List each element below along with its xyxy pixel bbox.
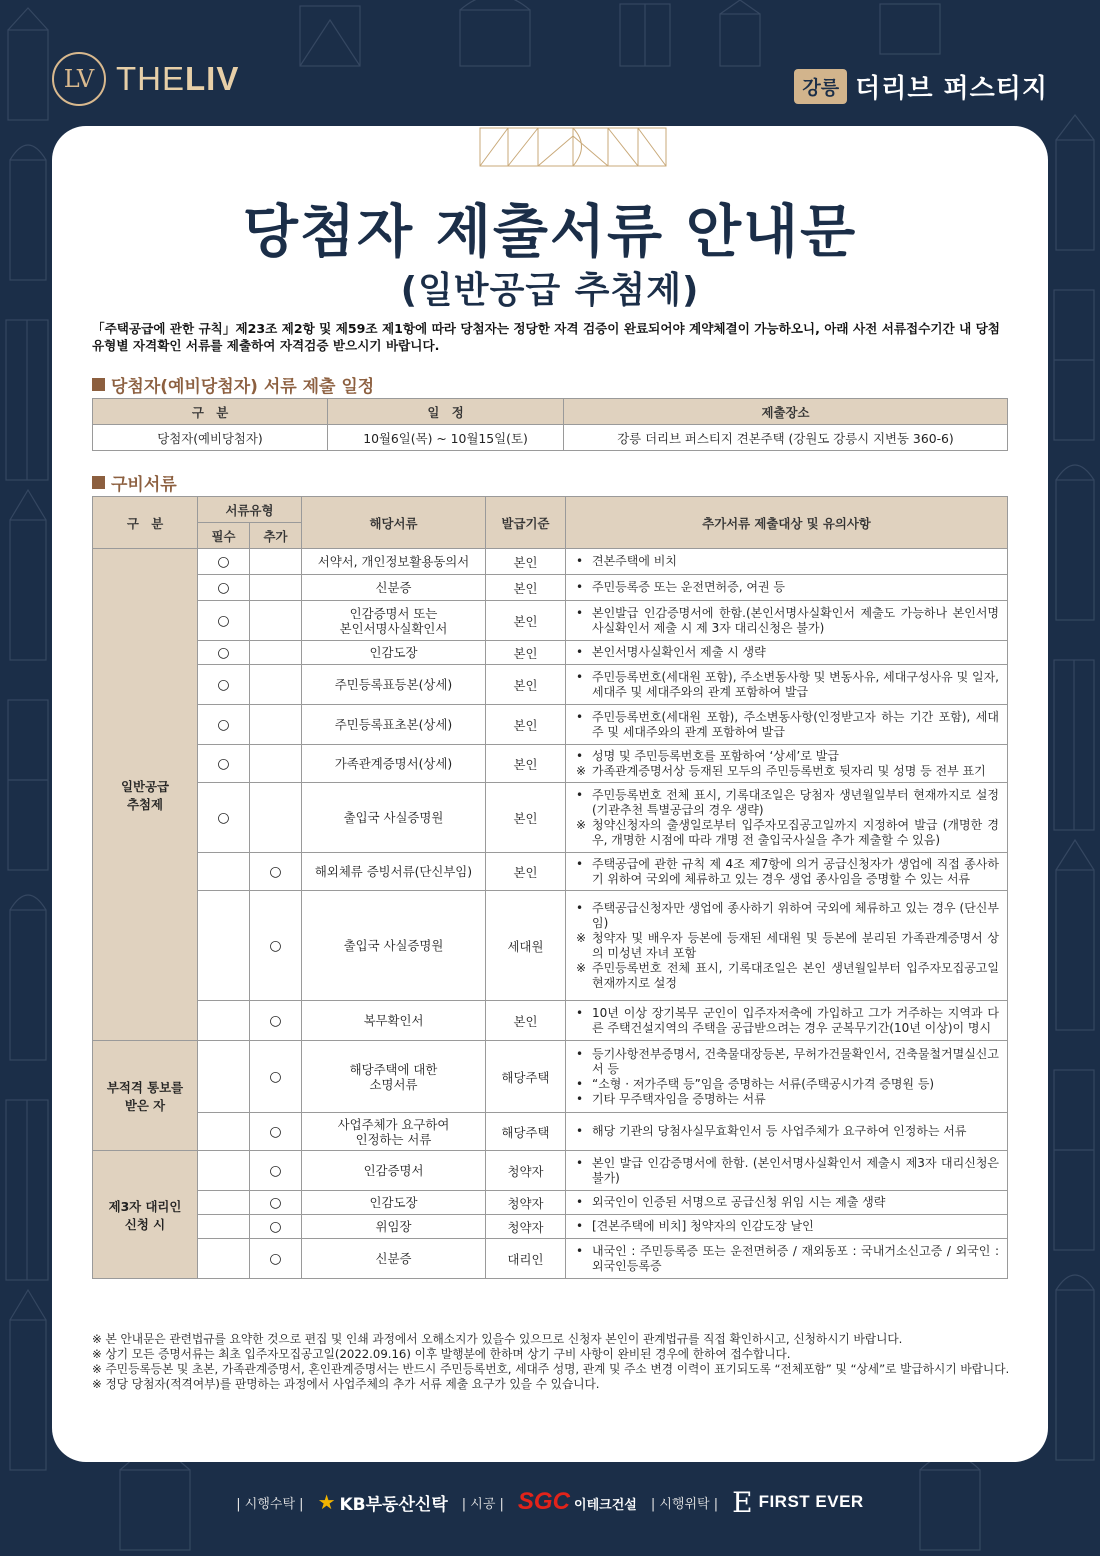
schedule-cell-date: 10월6일(목) ~ 10월15일(토) xyxy=(328,425,564,451)
table-row xyxy=(93,575,1008,601)
note-marker: ※ xyxy=(576,960,587,975)
note-text: 성명 및 주민등록번호를 포함하여 ‘상세’로 발급 xyxy=(592,748,839,763)
basis-cell: 청약자 xyxy=(486,1215,566,1239)
note-marker: • xyxy=(576,1076,584,1091)
docs-header-type: 서류유형 xyxy=(198,497,302,523)
note-text: 청약자 및 배우자 등본에 등재된 세대원 및 등본에 분리된 가족관계증명서 상의 미성년 자녀 포함 xyxy=(592,930,999,960)
note-marker: • xyxy=(576,554,584,568)
additional-mark xyxy=(250,549,302,575)
notes-cell xyxy=(566,705,1008,745)
note-text: 10년 이상 장기복무 군인이 입주자저축에 가입하고 그가 거주하는 지역과 다른 주택건설지역의 주택을 공급받으려는 경우 군복무기간(10년 이상)이 명시 xyxy=(592,1005,999,1035)
required-mark xyxy=(198,1215,250,1239)
schedule-header-date: 일 정 xyxy=(328,399,564,425)
schedule-row xyxy=(93,425,1008,451)
note-item xyxy=(576,580,999,595)
note-marker: • xyxy=(576,709,584,724)
note-item xyxy=(576,1006,999,1036)
document-cell: 가족관계증명서(상세) xyxy=(302,745,486,783)
table-row xyxy=(93,1113,1008,1151)
table-row xyxy=(93,665,1008,705)
note-marker: • xyxy=(576,1219,584,1233)
table-row xyxy=(93,1239,1008,1279)
category-cell: 일반공급 추첨제 xyxy=(93,549,198,1041)
note-item xyxy=(576,710,999,740)
additional-mark: ○ xyxy=(250,1215,302,1239)
additional-mark xyxy=(250,575,302,601)
note-text: 기타 무주택자임을 증명하는 서류 xyxy=(592,1091,766,1106)
docs-header-document: 해당서류 xyxy=(302,497,486,549)
note-marker: • xyxy=(576,669,584,684)
basis-cell: 본인 xyxy=(486,575,566,601)
footnote: ※ 주민등록등본 및 초본, 가족관계증명서, 혼인관계증명서는 반드시 주민등록번호, 세대주 성명, 관계 및 주소 변경 이력이 표기되도록 “전체포함” 및 “상세”로 발급하시기 바랍니다. xyxy=(92,1362,1010,1376)
additional-mark: ○ xyxy=(250,1041,302,1113)
first-ever-logo: E FIRST EVER xyxy=(732,1485,864,1519)
basis-cell: 본인 xyxy=(486,665,566,705)
note-item xyxy=(576,1124,999,1139)
note-item xyxy=(576,1219,999,1234)
note-item xyxy=(576,1156,999,1186)
document-cell: 복무확인서 xyxy=(302,1001,486,1041)
builder-label: | 시공 | xyxy=(461,1496,504,1512)
schedule-header-category: 구 분 xyxy=(93,399,328,425)
note-marker: • xyxy=(576,1155,584,1170)
required-mark: ○ xyxy=(198,705,250,745)
notes-cell xyxy=(566,1113,1008,1151)
required-mark xyxy=(198,1191,250,1215)
notes-cell xyxy=(566,1151,1008,1191)
table-row xyxy=(93,853,1008,891)
logo-mark-icon: LV xyxy=(52,52,106,106)
required-mark: ○ xyxy=(198,783,250,853)
note-item xyxy=(576,764,999,779)
page-subtitle: (일반공급 추첨제) xyxy=(400,270,700,311)
basis-cell: 대리인 xyxy=(486,1239,566,1279)
additional-mark xyxy=(250,665,302,705)
document-cell: 해외체류 증빙서류(단신부임) xyxy=(302,853,486,891)
basis-cell: 청약자 xyxy=(486,1151,566,1191)
schedule-header-place: 제출장소 xyxy=(564,399,1008,425)
document-cell: 해당주택에 대한 소명서류 xyxy=(302,1041,486,1113)
docs-section-title: 구비서류 xyxy=(92,470,177,495)
table-row xyxy=(93,549,1008,575)
note-text: “소형 · 저가주택 등”임을 증명하는 서류(주택공시가격 증명원 등) xyxy=(592,1076,935,1091)
document-cell: 인감도장 xyxy=(302,641,486,665)
footnote: ※ 본 안내문은 관련법규를 요약한 것으로 편집 및 인쇄 과정에서 오해소지가 있을수 있으므로 신청자 본인이 관계법규를 직접 확인하시고, 신청하시기 바랍니다. xyxy=(92,1332,903,1346)
schedule-section-title: 당첨자(예비당첨자) 서류 제출 일정 xyxy=(92,372,374,397)
note-text: 주민등록번호(세대원 포함), 주소변동사항(인정받고자 하는 기간 포함), 세대주 및 세대주와의 관계 포함하여 발급 xyxy=(592,709,999,739)
sgc-logo: SGC 이테크건설 xyxy=(517,1488,637,1515)
footnote: ※ 상기 모든 증명서류는 최초 입주자모집공고일(2022.09.16) 이후 발행분에 한하며 상기 구비 사항이 완비된 경우에 한하여 접수합니다. xyxy=(92,1347,791,1361)
note-text: 주택공급신청자만 생업에 종사하기 위하여 국외에 체류하고 있는 경우 (단신부임) xyxy=(592,900,999,930)
developer-label: | 시행위탁 | xyxy=(650,1496,719,1512)
note-marker: • xyxy=(576,1091,584,1106)
note-item xyxy=(576,1047,999,1077)
note-text: [견본주택에 비치] 청약자의 인감도장 날인 xyxy=(592,1219,814,1233)
basis-cell: 본인 xyxy=(486,601,566,641)
note-marker: • xyxy=(576,748,584,763)
note-marker: • xyxy=(576,580,584,594)
notes-cell xyxy=(566,641,1008,665)
note-marker: • xyxy=(576,787,584,802)
note-text: 주민등록번호 전체 표시, 기록대조일은 당첨자 생년월일부터 현재까지로 설정(기관추천 특별공급의 경우 생략) xyxy=(592,787,999,817)
notes-cell xyxy=(566,1239,1008,1279)
note-text: 주민등록증 또는 운전면허증, 여권 등 xyxy=(592,580,785,594)
footnotes xyxy=(92,1332,1022,1392)
additional-mark xyxy=(250,641,302,665)
required-mark: ○ xyxy=(198,575,250,601)
note-item xyxy=(576,931,999,961)
required-mark xyxy=(198,853,250,891)
note-item xyxy=(576,857,999,887)
note-item xyxy=(576,749,999,764)
notes-cell xyxy=(566,853,1008,891)
note-text: 해당 기관의 당첨사실무효확인서 등 사업주체가 요구하여 인정하는 서류 xyxy=(592,1124,967,1138)
note-marker: • xyxy=(576,1005,584,1020)
notes-cell xyxy=(566,1041,1008,1113)
decorative-building-icon xyxy=(478,126,668,168)
note-marker: • xyxy=(576,605,584,620)
note-text: 외국인이 인증된 서명으로 공급신청 위임 시는 제출 생략 xyxy=(592,1195,886,1209)
note-item xyxy=(576,901,999,931)
basis-cell: 세대원 xyxy=(486,891,566,1001)
region-badge: 강릉 xyxy=(794,69,847,104)
required-mark: ○ xyxy=(198,601,250,641)
category-cell: 제3자 대리인 신청 시 xyxy=(93,1151,198,1279)
docs-header-required: 필수 xyxy=(198,523,250,549)
table-row xyxy=(93,891,1008,1001)
site-name: 더리브 퍼스티지 xyxy=(855,74,1048,104)
document-cell: 인감도장 xyxy=(302,1191,486,1215)
basis-cell: 청약자 xyxy=(486,1191,566,1215)
notes-cell xyxy=(566,575,1008,601)
category-cell: 부적격 통보를 받은 자 xyxy=(93,1041,198,1151)
document-cell: 사업주체가 요구하여 인정하는 서류 xyxy=(302,1113,486,1151)
note-item xyxy=(576,788,999,818)
additional-mark xyxy=(250,705,302,745)
notes-cell xyxy=(566,1191,1008,1215)
note-item xyxy=(576,670,999,700)
notes-cell xyxy=(566,601,1008,641)
required-mark xyxy=(198,1239,250,1279)
notes-cell xyxy=(566,1215,1008,1239)
note-item xyxy=(576,554,999,569)
additional-mark xyxy=(250,783,302,853)
table-row xyxy=(93,1191,1008,1215)
document-cell: 주민등록표등본(상세) xyxy=(302,665,486,705)
schedule-cell-place: 강릉 더리브 퍼스티지 견본주택 (강원도 강릉시 지변동 360-6) xyxy=(564,425,1008,451)
docs-header-additional: 추가 xyxy=(250,523,302,549)
intro-text: 「주택공급에 관한 규칙」제23조 제2항 및 제59조 제1항에 따라 당첨자는 정당한 자격 검증이 완료되어야 계약체결이 가능하오니, 아래 사전 서류접수기간 내 당첨유형별 자격확인 서류를 제출하여 자격검증 받으시기 바랍니다. xyxy=(92,321,1000,353)
square-bullet-icon xyxy=(92,476,105,489)
notes-cell xyxy=(566,665,1008,705)
basis-cell: 본인 xyxy=(486,705,566,745)
schedule-cell-category: 당첨자(예비당첨자) xyxy=(93,425,328,451)
additional-mark xyxy=(250,601,302,641)
basis-cell: 본인 xyxy=(486,745,566,783)
note-marker: • xyxy=(576,1195,584,1209)
document-cell: 출입국 사실증명원 xyxy=(302,891,486,1001)
document-cell: 신분증 xyxy=(302,1239,486,1279)
note-marker: ※ xyxy=(576,817,587,832)
note-marker: • xyxy=(576,900,584,915)
note-marker: ※ xyxy=(576,763,587,778)
document-cell: 서약서, 개인정보활용동의서 xyxy=(302,549,486,575)
table-row xyxy=(93,641,1008,665)
documents-table xyxy=(92,496,1008,1279)
required-mark xyxy=(198,1151,250,1191)
note-text: 청약신청자의 출생일로부터 입주자모집공고일까지 지정하여 발급 (개명한 경우, 개명한 시점에 따라 개명 전 출입국사실을 추가 제출할 수 있음) xyxy=(592,817,999,847)
notes-cell xyxy=(566,549,1008,575)
document-cell: 인감증명서 xyxy=(302,1151,486,1191)
notes-cell xyxy=(566,1001,1008,1041)
basis-cell: 본인 xyxy=(486,641,566,665)
note-item xyxy=(576,818,999,848)
additional-mark: ○ xyxy=(250,1151,302,1191)
first-ever-mark-icon: E xyxy=(732,1485,753,1519)
docs-header-basis: 발급기준 xyxy=(486,497,566,549)
table-row xyxy=(93,745,1008,783)
docs-header-category: 구 분 xyxy=(93,497,198,549)
kb-logo: ★ KB부동산신탁 xyxy=(317,1490,448,1515)
note-text: 본인발급 인감증명서에 한함.(본인서명사실확인서 제출도 가능하나 본인서명사실확인서 제출 시 제 3자 대리신청은 불가) xyxy=(592,605,999,635)
table-row xyxy=(93,783,1008,853)
required-mark: ○ xyxy=(198,641,250,665)
note-text: 내국인 : 주민등록증 또는 운전면허증 / 재외동포 : 국내거소신고증 / 외국인 : 외국인등록증 xyxy=(592,1243,999,1273)
trust-label: | 시행수탁 | xyxy=(236,1496,304,1512)
table-row xyxy=(93,1215,1008,1239)
note-item xyxy=(576,1077,999,1092)
table-row xyxy=(93,601,1008,641)
site-header xyxy=(794,68,1048,105)
additional-mark: ○ xyxy=(250,1191,302,1215)
table-row xyxy=(93,1151,1008,1191)
required-mark xyxy=(198,891,250,1001)
document-cell: 출입국 사실증명원 xyxy=(302,783,486,853)
footnote: ※ 정당 당첨자(적격여부)를 판명하는 과정에서 사업주체의 추가 서류 제출 요구가 있을 수 있습니다. xyxy=(92,1377,600,1391)
additional-mark: ○ xyxy=(250,1001,302,1041)
logo-text: THELIV xyxy=(116,60,240,97)
document-cell: 신분증 xyxy=(302,575,486,601)
additional-mark: ○ xyxy=(250,1113,302,1151)
required-mark xyxy=(198,1001,250,1041)
basis-cell: 본인 xyxy=(486,1001,566,1041)
note-marker: • xyxy=(576,856,584,871)
document-cell: 인감증명서 또는 본인서명사실확인서 xyxy=(302,601,486,641)
note-text: 가족관계증명서상 등재된 모두의 주민등록번호 뒷자리 및 성명 등 전부 표기 xyxy=(592,763,986,778)
basis-cell: 해당주택 xyxy=(486,1113,566,1151)
notes-cell xyxy=(566,745,1008,783)
note-text: 주택공급에 관한 규칙 제 4조 제7항에 의거 공급신청자가 생업에 직접 종사하기 위하여 국외에 체류하고 있는 경우 생업 종사임을 증명할 수 있는 서류 xyxy=(592,856,999,886)
document-cell: 위임장 xyxy=(302,1215,486,1239)
required-mark: ○ xyxy=(198,549,250,575)
note-text: 주민등록번호(세대원 포함), 주소변동사항 및 변동사유, 세대구성사유 및 일자, 세대주 및 세대주와의 관계 포함하여 발급 xyxy=(592,669,999,699)
notes-cell xyxy=(566,891,1008,1001)
note-marker: • xyxy=(576,645,584,659)
note-item xyxy=(576,645,999,660)
square-bullet-icon xyxy=(92,378,105,391)
footer xyxy=(0,1486,1100,1518)
additional-mark: ○ xyxy=(250,1239,302,1279)
required-mark: ○ xyxy=(198,745,250,783)
note-marker: • xyxy=(576,1243,584,1258)
kb-star-icon: ★ xyxy=(317,1490,336,1514)
basis-cell: 본인 xyxy=(486,549,566,575)
additional-mark xyxy=(250,745,302,783)
table-row xyxy=(93,705,1008,745)
note-marker: • xyxy=(576,1124,584,1138)
additional-mark: ○ xyxy=(250,891,302,1001)
note-marker: • xyxy=(576,1046,584,1061)
required-mark xyxy=(198,1041,250,1113)
table-row xyxy=(93,1041,1008,1113)
note-item xyxy=(576,1195,999,1210)
notice-card xyxy=(52,126,1048,1462)
note-item xyxy=(576,606,999,636)
additional-mark: ○ xyxy=(250,853,302,891)
schedule-table xyxy=(92,398,1008,451)
note-item xyxy=(576,1244,999,1274)
note-item xyxy=(576,961,999,991)
document-cell: 주민등록표초본(상세) xyxy=(302,705,486,745)
docs-header-notes: 추가서류 제출대상 및 유의사항 xyxy=(566,497,1008,549)
brand-logo xyxy=(52,52,239,106)
table-row xyxy=(93,1001,1008,1041)
note-marker: ※ xyxy=(576,930,587,945)
note-item xyxy=(576,1092,999,1107)
notes-cell xyxy=(566,783,1008,853)
note-text: 등기사항전부증명서, 건축물대장등본, 무허가건물확인서, 건축물철거멸실신고서 등 xyxy=(592,1046,999,1076)
note-text: 본인 발급 인감증명서에 한함. (본인서명사실확인서 제출시 제3자 대리신청은 불가) xyxy=(592,1155,999,1185)
basis-cell: 본인 xyxy=(486,783,566,853)
note-text: 견본주택에 비치 xyxy=(592,554,677,568)
note-text: 주민등록번호 전체 표시, 기록대조일은 본인 생년월일부터 입주자모집공고일 현재까지로 설정 xyxy=(592,960,999,990)
basis-cell: 해당주택 xyxy=(486,1041,566,1113)
note-text: 본인서명사실확인서 제출 시 생략 xyxy=(592,645,766,659)
required-mark xyxy=(198,1113,250,1151)
required-mark: ○ xyxy=(198,665,250,705)
page-title: 당첨자 제출서류 안내문 xyxy=(242,199,858,265)
basis-cell: 본인 xyxy=(486,853,566,891)
